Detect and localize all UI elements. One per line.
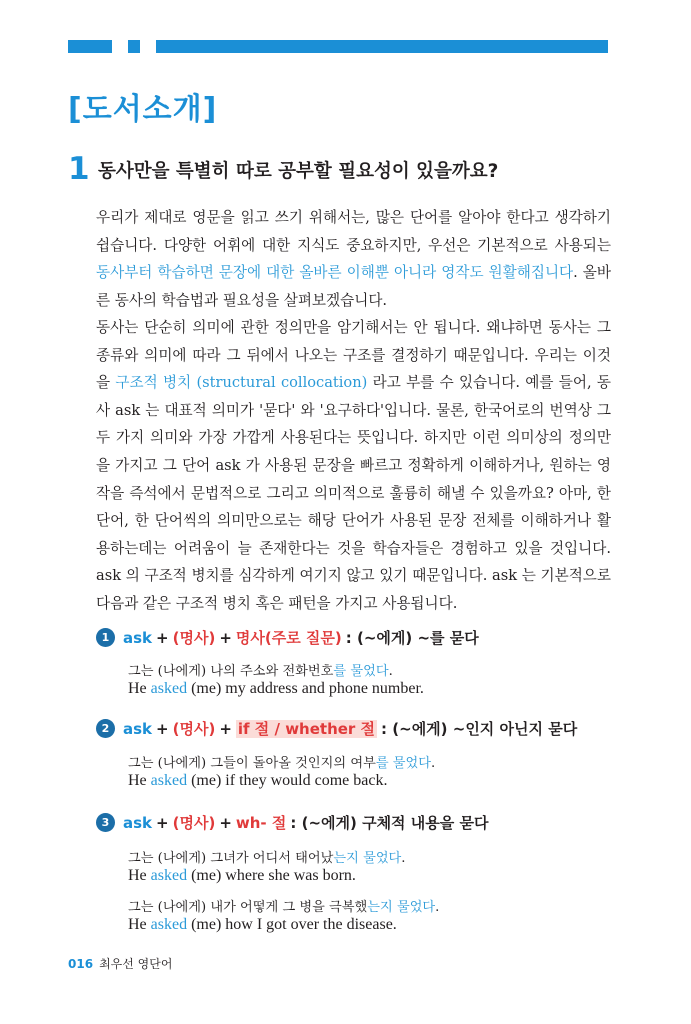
pattern-slot-2: wh- 절 (235, 814, 287, 832)
question-text: 동사만을 특별히 따로 공부할 필요성이 있을까요? (98, 160, 499, 182)
pattern-plus: + (219, 720, 232, 738)
paragraph-1-text-a: 우리가 제대로 영문을 읽고 쓰기 위해서는, 많은 단어를 알아야 한다고 생각하기 쉽습니다. 다양한 어휘에 대한 지식도 중요하지만, 우선은 기본적으로 사용되는 (96, 209, 611, 254)
pattern-slot-1: (명사) (172, 814, 216, 832)
paragraph-1-highlight: 동사부터 학습하면 문장에 대한 올바른 이해뿐 아니라 영작도 원활해집니다 (96, 264, 574, 282)
example-korean: 그는 (나에게) 그들이 돌아올 것인지의 여부를 물었다. (128, 756, 436, 771)
example-english: He asked (me) my address and phone number. (128, 680, 424, 697)
pattern-plus: + (156, 629, 169, 647)
example-korean: 그는 (나에게) 나의 주소와 전화번호를 물었다. (128, 664, 393, 679)
pattern-meaning: : (~에게) 구체적 내용을 묻다 (290, 814, 489, 832)
paragraph-1 (96, 204, 611, 314)
pattern-plus: + (156, 720, 169, 738)
page-number: 016 (68, 957, 94, 971)
pattern-number-badge: 1 (96, 628, 115, 647)
pattern-meaning: : (~에게) ~를 묻다 (345, 629, 479, 647)
example-korean: 그는 (나에게) 그녀가 어디서 태어났는지 물었다. (128, 851, 406, 866)
pattern-1-heading (96, 627, 483, 648)
question-number: 1 (68, 151, 90, 187)
pattern-plus: + (219, 629, 232, 647)
paragraph-2-text-b: 라고 부를 수 있습니다. 예를 들어, 동사 ask 는 대표적 의미가 '묻다' 와 '요구하다'입니다. 물론, 한국어로의 번역상 그 두 가지 의미와 가장 가깝게 사용된다는 뜻입니다. 하지만 이런 의미상의 정의만을 가지고 그 단어 ask 가 사용된 문장을 빠르고 정확하게 이해하거나, 원하는 영작을 즉석에서 문법적으로 그리고 의미적으로 훌륭히 해낼 수 있을까요? 아마, 한 단어, 한 단어씩의 의미만으로는 해당 단어가 사용된 문장 전체를 이해하거나 활용하는데는 어려움이 늘 존재한다는 것을 학습자들은 경험하고 있을 것입니다. ask 의 구조적 병치를 심각하게 여기지 않고 있기 때문입니다. ask 는 기본적으로 다음과 같은 구조적 병치 혹은 패턴을 가지고 사용됩니다. (96, 374, 611, 612)
pattern-plus: + (219, 814, 232, 832)
book-title: 최우선 영단어 (99, 957, 173, 971)
top-bar-segment-1 (68, 40, 112, 53)
top-bar-segment-3 (156, 40, 608, 53)
pattern-meaning: : (~에게) ~인지 아닌지 묻다 (381, 720, 578, 738)
pattern-verb: ask (123, 720, 153, 738)
question-heading (68, 151, 499, 187)
pattern-verb: ask (123, 814, 153, 832)
paragraph-2-text-a: 동사는 단순히 의미에 관한 정의만을 암기해서는 안 됩니다. 왜냐하면 동사는 그 종류와 의미에 따라 그 뒤에서 나오는 구조를 결정하기 때문입니다. 우리는 이것을 (96, 319, 611, 392)
pattern-slot-1: (명사) (172, 720, 216, 738)
example-english: He asked (me) where she was born. (128, 867, 356, 884)
pattern-verb: ask (123, 629, 153, 647)
example-english: He asked (me) how I got over the disease. (128, 916, 397, 933)
pattern-slot-1: (명사) (172, 629, 216, 647)
page-footer (68, 955, 172, 972)
pattern-slot-2: 명사(주로 질문) (235, 629, 342, 647)
top-bar-segment-2 (128, 40, 140, 53)
pattern-3-heading (96, 812, 492, 833)
paragraph-2-highlight: 구조적 병치 (structural collocation) (115, 374, 368, 392)
pattern-2-heading (96, 718, 581, 739)
paragraph-2 (96, 314, 611, 618)
example-english: He asked (me) if they would come back. (128, 772, 388, 789)
pattern-plus: + (156, 814, 169, 832)
paragraph-1-text-b: . 올바른 동사의 학습법과 필요성을 살펴보겠습니다. (96, 264, 611, 309)
pattern-number-badge: 2 (96, 719, 115, 738)
section-title: [도서소개] (68, 92, 218, 127)
pattern-slot-2: if 절 / whether 절 (237, 720, 376, 738)
pattern-number-badge: 3 (96, 813, 115, 832)
example-korean: 그는 (나에게) 내가 어떻게 그 병을 극복했는지 물었다. (128, 900, 440, 915)
